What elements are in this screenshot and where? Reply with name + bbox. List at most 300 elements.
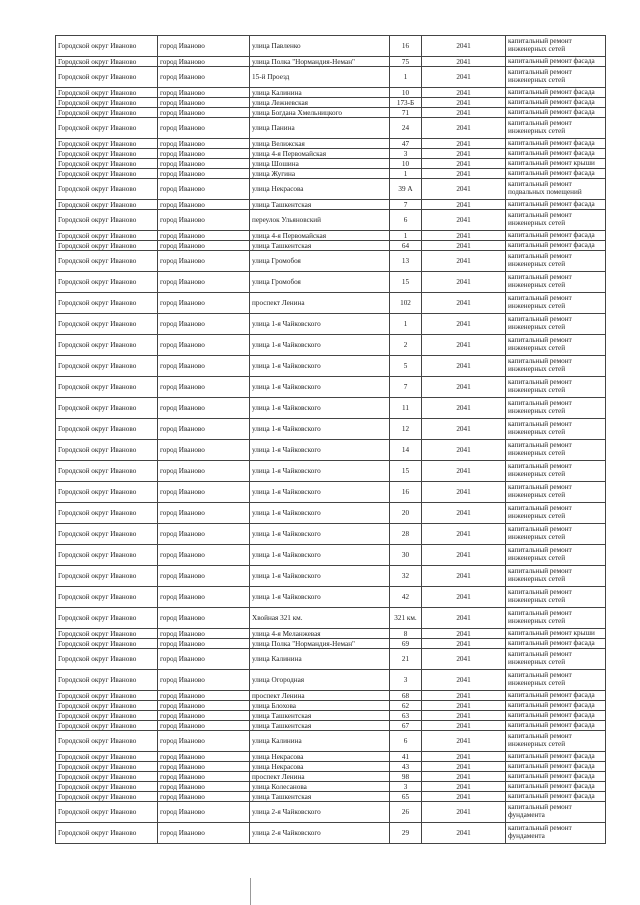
- city-cell: город Иваново: [158, 169, 250, 179]
- city-cell: город Иваново: [158, 629, 250, 639]
- table-row: [56, 587, 606, 608]
- street-cell: улица Огородная: [250, 670, 390, 691]
- city-cell: город Иваново: [158, 762, 250, 772]
- work-type-cell: капитальный ремонт инженерных сетей: [506, 314, 606, 335]
- table-row: [56, 179, 606, 200]
- house-number-cell: 63: [390, 711, 422, 721]
- street-cell: проспект Ленина: [250, 772, 390, 782]
- table-row: [56, 241, 606, 251]
- district-cell: Городской округ Иваново: [56, 440, 158, 461]
- house-number-cell: 28: [390, 524, 422, 545]
- year-cell: 2041: [422, 200, 506, 210]
- work-type-cell: капитальный ремонт фасада: [506, 721, 606, 731]
- year-cell: 2041: [422, 108, 506, 118]
- year-cell: 2041: [422, 701, 506, 711]
- work-type-cell: капитальный ремонт инженерных сетей: [506, 36, 606, 57]
- year-cell: 2041: [422, 36, 506, 57]
- house-number-cell: 16: [390, 36, 422, 57]
- work-type-cell: капитальный ремонт фасада: [506, 772, 606, 782]
- table-row: [56, 251, 606, 272]
- street-cell: улица Ташкентская: [250, 241, 390, 251]
- district-cell: Городской округ Иваново: [56, 566, 158, 587]
- house-number-cell: 62: [390, 701, 422, 711]
- street-cell: улица 1-я Чайковского: [250, 335, 390, 356]
- city-cell: город Иваново: [158, 545, 250, 566]
- work-type-cell: капитальный ремонт крыши: [506, 159, 606, 169]
- house-number-cell: 1: [390, 231, 422, 241]
- work-type-cell: капитальный ремонт инженерных сетей: [506, 251, 606, 272]
- district-cell: Городской округ Иваново: [56, 721, 158, 731]
- city-cell: город Иваново: [158, 139, 250, 149]
- city-cell: город Иваново: [158, 118, 250, 139]
- district-cell: Городской округ Иваново: [56, 711, 158, 721]
- work-type-cell: капитальный ремонт фасада: [506, 752, 606, 762]
- work-type-cell: капитальный ремонт фасада: [506, 98, 606, 108]
- table-row: [56, 118, 606, 139]
- city-cell: город Иваново: [158, 67, 250, 88]
- house-number-cell: 68: [390, 691, 422, 701]
- city-cell: город Иваново: [158, 587, 250, 608]
- work-type-cell: капитальный ремонт инженерных сетей: [506, 731, 606, 752]
- table-row: [56, 88, 606, 98]
- year-cell: 2041: [422, 169, 506, 179]
- district-cell: Городской округ Иваново: [56, 139, 158, 149]
- table-row: [56, 272, 606, 293]
- district-cell: Городской округ Иваново: [56, 639, 158, 649]
- year-cell: 2041: [422, 98, 506, 108]
- district-cell: Городской округ Иваново: [56, 88, 158, 98]
- district-cell: Городской округ Иваново: [56, 587, 158, 608]
- city-cell: город Иваново: [158, 670, 250, 691]
- district-cell: Городской округ Иваново: [56, 701, 158, 711]
- year-cell: 2041: [422, 149, 506, 159]
- work-type-cell: капитальный ремонт инженерных сетей: [506, 335, 606, 356]
- year-cell: 2041: [422, 139, 506, 149]
- house-number-cell: 30: [390, 545, 422, 566]
- district-cell: Городской округ Иваново: [56, 461, 158, 482]
- table-row: [56, 762, 606, 772]
- page-fold-mark: [250, 878, 251, 905]
- district-cell: Городской округ Иваново: [56, 802, 158, 823]
- year-cell: 2041: [422, 639, 506, 649]
- table-row: [56, 545, 606, 566]
- table-row: [56, 629, 606, 639]
- table-row: [56, 57, 606, 67]
- table-row: [56, 461, 606, 482]
- house-number-cell: 39 А: [390, 179, 422, 200]
- city-cell: город Иваново: [158, 524, 250, 545]
- work-type-cell: капитальный ремонт фасада: [506, 108, 606, 118]
- year-cell: 2041: [422, 792, 506, 802]
- district-cell: Городской округ Иваново: [56, 524, 158, 545]
- city-cell: город Иваново: [158, 721, 250, 731]
- work-type-cell: капитальный ремонт фундамента: [506, 802, 606, 823]
- year-cell: 2041: [422, 587, 506, 608]
- house-number-cell: 42: [390, 587, 422, 608]
- work-type-cell: капитальный ремонт фундамента: [506, 823, 606, 844]
- work-type-cell: капитальный ремонт инженерных сетей: [506, 503, 606, 524]
- city-cell: город Иваново: [158, 649, 250, 670]
- year-cell: 2041: [422, 691, 506, 701]
- street-cell: улица Жугина: [250, 169, 390, 179]
- year-cell: 2041: [422, 482, 506, 503]
- work-type-cell: капитальный ремонт фасада: [506, 241, 606, 251]
- district-cell: Городской округ Иваново: [56, 149, 158, 159]
- table-row: [56, 169, 606, 179]
- district-cell: Городской округ Иваново: [56, 823, 158, 844]
- table-row: [56, 772, 606, 782]
- table-row: [56, 566, 606, 587]
- district-cell: Городской округ Иваново: [56, 419, 158, 440]
- city-cell: город Иваново: [158, 159, 250, 169]
- table-row: [56, 524, 606, 545]
- street-cell: улица Блохова: [250, 701, 390, 711]
- street-cell: улица Некрасова: [250, 752, 390, 762]
- street-cell: улица Калинина: [250, 88, 390, 98]
- city-cell: город Иваново: [158, 108, 250, 118]
- year-cell: 2041: [422, 293, 506, 314]
- house-number-cell: 29: [390, 823, 422, 844]
- table-row: [56, 36, 606, 57]
- city-cell: город Иваново: [158, 241, 250, 251]
- street-cell: 15-й Проезд: [250, 67, 390, 88]
- house-number-cell: 41: [390, 752, 422, 762]
- year-cell: 2041: [422, 823, 506, 844]
- district-cell: Городской округ Иваново: [56, 293, 158, 314]
- house-number-cell: 1: [390, 314, 422, 335]
- street-cell: улица 1-я Чайковского: [250, 314, 390, 335]
- table-row: [56, 802, 606, 823]
- year-cell: 2041: [422, 57, 506, 67]
- district-cell: Городской округ Иваново: [56, 179, 158, 200]
- city-cell: город Иваново: [158, 57, 250, 67]
- city-cell: город Иваново: [158, 272, 250, 293]
- house-number-cell: 12: [390, 419, 422, 440]
- table-row: [56, 691, 606, 701]
- city-cell: город Иваново: [158, 200, 250, 210]
- city-cell: город Иваново: [158, 802, 250, 823]
- work-type-cell: капитальный ремонт инженерных сетей: [506, 293, 606, 314]
- year-cell: 2041: [422, 608, 506, 629]
- street-cell: улица Велижская: [250, 139, 390, 149]
- work-type-cell: капитальный ремонт инженерных сетей: [506, 398, 606, 419]
- street-cell: улица 4-я Первомайская: [250, 149, 390, 159]
- city-cell: город Иваново: [158, 782, 250, 792]
- house-number-cell: 321 км.: [390, 608, 422, 629]
- house-number-cell: 20: [390, 503, 422, 524]
- work-type-cell: капитальный ремонт инженерных сетей: [506, 608, 606, 629]
- work-type-cell: капитальный ремонт инженерных сетей: [506, 118, 606, 139]
- street-cell: улица Богдана Хмельницкого: [250, 108, 390, 118]
- street-cell: проспект Ленина: [250, 293, 390, 314]
- street-cell: улица Калинина: [250, 649, 390, 670]
- district-cell: Городской округ Иваново: [56, 398, 158, 419]
- city-cell: город Иваново: [158, 711, 250, 721]
- street-cell: улица 4-я Меланжевая: [250, 629, 390, 639]
- year-cell: 2041: [422, 118, 506, 139]
- work-type-cell: капитальный ремонт инженерных сетей: [506, 461, 606, 482]
- house-number-cell: 173-Б: [390, 98, 422, 108]
- city-cell: город Иваново: [158, 701, 250, 711]
- work-type-cell: капитальный ремонт инженерных сетей: [506, 419, 606, 440]
- work-type-cell: капитальный ремонт инженерных сетей: [506, 356, 606, 377]
- street-cell: переулок Ульяновский: [250, 210, 390, 231]
- house-number-cell: 65: [390, 792, 422, 802]
- work-type-cell: капитальный ремонт фасада: [506, 169, 606, 179]
- repair-schedule-table: [55, 35, 606, 844]
- district-cell: Городской округ Иваново: [56, 670, 158, 691]
- work-type-cell: капитальный ремонт инженерных сетей: [506, 545, 606, 566]
- year-cell: 2041: [422, 88, 506, 98]
- work-type-cell: капитальный ремонт инженерных сетей: [506, 649, 606, 670]
- year-cell: 2041: [422, 231, 506, 241]
- work-type-cell: капитальный ремонт инженерных сетей: [506, 440, 606, 461]
- year-cell: 2041: [422, 721, 506, 731]
- city-cell: город Иваново: [158, 752, 250, 762]
- city-cell: город Иваново: [158, 314, 250, 335]
- year-cell: 2041: [422, 440, 506, 461]
- house-number-cell: 21: [390, 649, 422, 670]
- table-row: [56, 670, 606, 691]
- street-cell: улица Ташкентская: [250, 792, 390, 802]
- street-cell: улица Некрасова: [250, 179, 390, 200]
- city-cell: город Иваново: [158, 566, 250, 587]
- city-cell: город Иваново: [158, 792, 250, 802]
- house-number-cell: 69: [390, 639, 422, 649]
- city-cell: город Иваново: [158, 731, 250, 752]
- work-type-cell: капитальный ремонт инженерных сетей: [506, 524, 606, 545]
- year-cell: 2041: [422, 251, 506, 272]
- city-cell: город Иваново: [158, 179, 250, 200]
- table-row: [56, 731, 606, 752]
- street-cell: улица 1-я Чайковского: [250, 524, 390, 545]
- district-cell: Городской округ Иваново: [56, 36, 158, 57]
- city-cell: город Иваново: [158, 88, 250, 98]
- year-cell: 2041: [422, 545, 506, 566]
- house-number-cell: 3: [390, 670, 422, 691]
- district-cell: Городской округ Иваново: [56, 251, 158, 272]
- table-row: [56, 503, 606, 524]
- document-page: [55, 35, 605, 844]
- district-cell: Городской округ Иваново: [56, 169, 158, 179]
- house-number-cell: 26: [390, 802, 422, 823]
- city-cell: город Иваново: [158, 482, 250, 503]
- house-number-cell: 3: [390, 149, 422, 159]
- year-cell: 2041: [422, 762, 506, 772]
- table-row: [56, 159, 606, 169]
- city-cell: город Иваново: [158, 335, 250, 356]
- district-cell: Городской округ Иваново: [56, 377, 158, 398]
- district-cell: Городской округ Иваново: [56, 98, 158, 108]
- table-row: [56, 356, 606, 377]
- street-cell: улица 1-я Чайковского: [250, 482, 390, 503]
- table-row: [56, 314, 606, 335]
- city-cell: город Иваново: [158, 149, 250, 159]
- district-cell: Городской округ Иваново: [56, 356, 158, 377]
- table-row: [56, 419, 606, 440]
- street-cell: улица Лежневская: [250, 98, 390, 108]
- street-cell: улица Калинина: [250, 731, 390, 752]
- year-cell: 2041: [422, 752, 506, 762]
- district-cell: Городской округ Иваново: [56, 782, 158, 792]
- work-type-cell: капитальный ремонт фасада: [506, 639, 606, 649]
- street-cell: улица 1-я Чайковского: [250, 356, 390, 377]
- district-cell: Городской округ Иваново: [56, 231, 158, 241]
- district-cell: Городской округ Иваново: [56, 503, 158, 524]
- street-cell: улица Ташкентская: [250, 200, 390, 210]
- year-cell: 2041: [422, 210, 506, 231]
- district-cell: Городской округ Иваново: [56, 335, 158, 356]
- table-body: [56, 36, 606, 844]
- work-type-cell: капитальный ремонт фасада: [506, 711, 606, 721]
- district-cell: Городской округ Иваново: [56, 752, 158, 762]
- city-cell: город Иваново: [158, 293, 250, 314]
- district-cell: Городской округ Иваново: [56, 629, 158, 639]
- city-cell: город Иваново: [158, 461, 250, 482]
- work-type-cell: капитальный ремонт фасада: [506, 139, 606, 149]
- table-row: [56, 293, 606, 314]
- city-cell: город Иваново: [158, 356, 250, 377]
- work-type-cell: капитальный ремонт фасада: [506, 691, 606, 701]
- district-cell: Городской округ Иваново: [56, 118, 158, 139]
- table-row: [56, 721, 606, 731]
- district-cell: Городской округ Иваново: [56, 649, 158, 670]
- house-number-cell: 16: [390, 482, 422, 503]
- house-number-cell: 1: [390, 67, 422, 88]
- district-cell: Городской округ Иваново: [56, 691, 158, 701]
- house-number-cell: 7: [390, 377, 422, 398]
- city-cell: город Иваново: [158, 98, 250, 108]
- table-row: [56, 608, 606, 629]
- street-cell: улица 1-я Чайковского: [250, 440, 390, 461]
- house-number-cell: 6: [390, 731, 422, 752]
- house-number-cell: 2: [390, 335, 422, 356]
- street-cell: улица 1-я Чайковского: [250, 503, 390, 524]
- street-cell: улица Громобоя: [250, 251, 390, 272]
- table-row: [56, 335, 606, 356]
- work-type-cell: капитальный ремонт подвальных помещений: [506, 179, 606, 200]
- table-row: [56, 440, 606, 461]
- work-type-cell: капитальный ремонт инженерных сетей: [506, 482, 606, 503]
- work-type-cell: капитальный ремонт фасада: [506, 782, 606, 792]
- work-type-cell: капитальный ремонт фасада: [506, 231, 606, 241]
- district-cell: Городской округ Иваново: [56, 545, 158, 566]
- district-cell: Городской округ Иваново: [56, 772, 158, 782]
- table-row: [56, 398, 606, 419]
- street-cell: улица 2-я Чайковского: [250, 802, 390, 823]
- year-cell: 2041: [422, 711, 506, 721]
- street-cell: улица Колесанова: [250, 782, 390, 792]
- house-number-cell: 15: [390, 461, 422, 482]
- table-row: [56, 639, 606, 649]
- table-row: [56, 782, 606, 792]
- city-cell: город Иваново: [158, 231, 250, 241]
- house-number-cell: 67: [390, 721, 422, 731]
- work-type-cell: капитальный ремонт инженерных сетей: [506, 587, 606, 608]
- district-cell: Городской округ Иваново: [56, 314, 158, 335]
- street-cell: улица 1-я Чайковского: [250, 398, 390, 419]
- house-number-cell: 5: [390, 356, 422, 377]
- city-cell: город Иваново: [158, 377, 250, 398]
- house-number-cell: 47: [390, 139, 422, 149]
- house-number-cell: 11: [390, 398, 422, 419]
- year-cell: 2041: [422, 159, 506, 169]
- city-cell: город Иваново: [158, 639, 250, 649]
- year-cell: 2041: [422, 802, 506, 823]
- street-cell: улица Ташкентская: [250, 711, 390, 721]
- district-cell: Городской округ Иваново: [56, 792, 158, 802]
- year-cell: 2041: [422, 566, 506, 587]
- district-cell: Городской округ Иваново: [56, 57, 158, 67]
- street-cell: улица 1-я Чайковского: [250, 587, 390, 608]
- district-cell: Городской округ Иваново: [56, 108, 158, 118]
- table-row: [56, 823, 606, 844]
- street-cell: улица Ташкентская: [250, 721, 390, 731]
- year-cell: 2041: [422, 649, 506, 670]
- city-cell: город Иваново: [158, 772, 250, 782]
- street-cell: улица 1-я Чайковского: [250, 566, 390, 587]
- work-type-cell: капитальный ремонт инженерных сетей: [506, 377, 606, 398]
- year-cell: 2041: [422, 419, 506, 440]
- table-row: [56, 200, 606, 210]
- district-cell: Городской округ Иваново: [56, 731, 158, 752]
- work-type-cell: капитальный ремонт фасада: [506, 792, 606, 802]
- house-number-cell: 13: [390, 251, 422, 272]
- year-cell: 2041: [422, 461, 506, 482]
- table-row: [56, 67, 606, 88]
- work-type-cell: капитальный ремонт инженерных сетей: [506, 566, 606, 587]
- street-cell: улица 1-я Чайковского: [250, 377, 390, 398]
- city-cell: город Иваново: [158, 608, 250, 629]
- street-cell: улица Шошина: [250, 159, 390, 169]
- table-row: [56, 752, 606, 762]
- work-type-cell: капитальный ремонт инженерных сетей: [506, 67, 606, 88]
- city-cell: город Иваново: [158, 210, 250, 231]
- street-cell: улица Павленко: [250, 36, 390, 57]
- district-cell: Городской округ Иваново: [56, 241, 158, 251]
- district-cell: Городской округ Иваново: [56, 159, 158, 169]
- table-row: [56, 139, 606, 149]
- district-cell: Городской округ Иваново: [56, 272, 158, 293]
- house-number-cell: 43: [390, 762, 422, 772]
- street-cell: проспект Ленина: [250, 691, 390, 701]
- house-number-cell: 64: [390, 241, 422, 251]
- table-row: [56, 377, 606, 398]
- year-cell: 2041: [422, 377, 506, 398]
- year-cell: 2041: [422, 356, 506, 377]
- house-number-cell: 75: [390, 57, 422, 67]
- table-row: [56, 231, 606, 241]
- house-number-cell: 10: [390, 159, 422, 169]
- year-cell: 2041: [422, 731, 506, 752]
- table-row: [56, 482, 606, 503]
- year-cell: 2041: [422, 503, 506, 524]
- street-cell: улица Некрасова: [250, 762, 390, 772]
- year-cell: 2041: [422, 398, 506, 419]
- work-type-cell: капитальный ремонт фасада: [506, 762, 606, 772]
- house-number-cell: 6: [390, 210, 422, 231]
- year-cell: 2041: [422, 772, 506, 782]
- table-row: [56, 649, 606, 670]
- house-number-cell: 3: [390, 782, 422, 792]
- street-cell: Хвойная 321 км.: [250, 608, 390, 629]
- street-cell: улица 1-я Чайковского: [250, 461, 390, 482]
- work-type-cell: капитальный ремонт фасада: [506, 701, 606, 711]
- work-type-cell: капитальный ремонт фасада: [506, 200, 606, 210]
- house-number-cell: 10: [390, 88, 422, 98]
- year-cell: 2041: [422, 179, 506, 200]
- house-number-cell: 8: [390, 629, 422, 639]
